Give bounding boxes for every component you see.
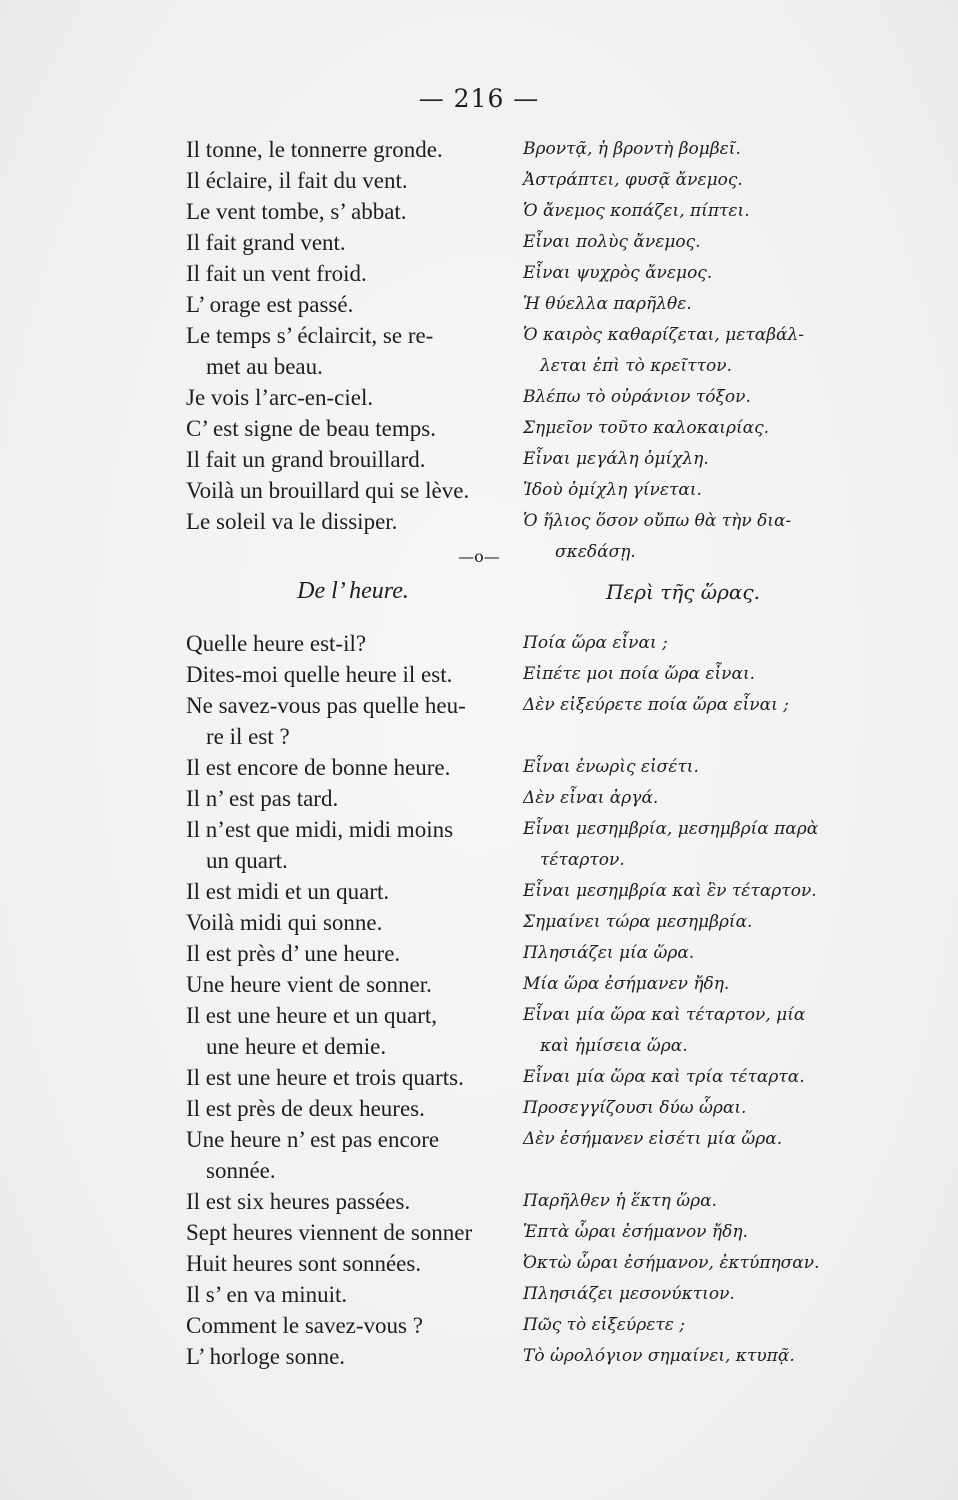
french-phrase: Je vois l’arc-en-ciel. [186,385,374,410]
greek-phrase: Ὁ καιρὸς καθαρίζεται, μεταβάλ- [523,325,805,345]
phrase-row [0,506,958,537]
greek-phrase: Πλησιάζει μεσονύκτιον. [523,1284,735,1304]
french-phrase: Il s’ en va minuit. [186,1282,348,1307]
greek-phrase: Εἶναι μεσημβρία καὶ ἓν τέταρτον. [523,881,817,901]
greek-phrase: Σημεῖον τοῦτο καλοκαιρίας. [523,418,770,438]
phrase-row [0,444,958,475]
phrase-row [0,227,958,258]
phrase-row [0,690,958,721]
greek-phrase: Πῶς τὸ εἰξεύρετε ; [523,1315,686,1335]
french-phrase: sonnée. [206,1158,276,1183]
greek-phrase: Σημαίνει τώρα μεσημβρία. [523,912,753,932]
greek-phrase: Τὸ ὡρολόγιον σημαίνει, κτυπᾷ. [523,1346,795,1366]
section-heading-greek: Περὶ τῆς ὥρας. [606,580,760,604]
phrase-row [0,1310,958,1341]
phrase-row [0,659,958,690]
phrase-row [0,721,958,752]
french-phrase: Il fait grand vent. [186,230,346,255]
phrase-row [0,1031,958,1062]
french-phrase: Il est une heure et trois quarts. [186,1065,464,1090]
greek-phrase: Προσεγγίζουσι δύω ὧραι. [523,1098,747,1118]
greek-phrase: Παρῆλθεν ἡ ἕκτη ὥρα. [523,1191,717,1211]
french-phrase: Il est près de deux heures. [186,1096,425,1121]
french-phrase: Le vent tombe, s’ abbat. [186,199,407,224]
french-phrase: Il éclaire, il fait du vent. [186,168,408,193]
phrase-row [0,814,958,845]
french-phrase: Le temps s’ éclaircit, se re- [186,323,434,348]
phrase-row [0,1186,958,1217]
phrase-row [0,1000,958,1031]
french-phrase: Sept heures viennent de sonner [186,1220,473,1245]
greek-phrase: Ἡ θύελλα παρῆλθε. [523,294,692,314]
greek-phrase: Βροντᾷ, ἡ βροντὴ βομβεῖ. [523,139,741,159]
phrase-row [0,1093,958,1124]
greek-phrase: Ποία ὥρα εἶναι ; [523,633,668,653]
phrase-row [0,1279,958,1310]
french-phrase: Une heure n’ est pas encore [186,1127,440,1152]
french-phrase: une heure et demie. [206,1034,387,1059]
phrase-row [0,1062,958,1093]
greek-phrase: σκεδάσῃ. [555,542,636,562]
phrase-row [0,134,958,165]
greek-phrase: Εἶναι μεσημβρία, μεσημβρία παρὰ [523,819,819,839]
page-number: — 216 — [418,84,540,113]
phrase-row [0,628,958,659]
french-phrase: Dites-moi quelle heure il est. [186,662,453,687]
phrase-row [0,475,958,506]
greek-phrase: Βλέπω τὸ οὐράνιον τόξον. [523,387,751,407]
greek-phrase: Εἶναι μία ὥρα καὶ τρία τέταρτα. [523,1067,805,1087]
greek-phrase: Πλησιάζει μία ὥρα. [523,943,695,963]
greek-phrase: Ὀκτὼ ὧραι ἐσήμανον, ἐκτύπησαν. [523,1253,820,1273]
french-phrase: L’ horloge sonne. [186,1344,346,1369]
greek-phrase: Δὲν ἐσήμανεν εἰσέτι μία ὥρα. [523,1129,783,1149]
greek-phrase: Ὁ ἥλιος ὅσον οὔπω θὰ τὴν δια- [523,511,792,531]
phrase-row [0,907,958,938]
phrase-row [0,1341,958,1372]
phrase-row [0,845,958,876]
greek-phrase: Εἶναι μία ὥρα καὶ τέταρτον, μία [523,1005,806,1025]
french-phrase: C’ est signe de beau temps. [186,416,436,441]
phrase-row [0,351,958,382]
french-phrase: Il est encore de bonne heure. [186,755,451,780]
french-phrase: Il est six heures passées. [186,1189,411,1214]
french-phrase: re il est ? [206,724,290,749]
french-phrase: Huit heures sont sonnées. [186,1251,422,1276]
french-phrase: un quart. [206,848,288,873]
french-phrase: L’ orage est passé. [186,292,354,317]
french-phrase: Il tonne, le tonnerre gronde. [186,137,443,162]
phrase-row [0,413,958,444]
section-separator: —o— [458,547,500,566]
hour-phrases [0,628,958,1372]
french-phrase: Voilà midi qui sonne. [186,910,383,935]
phrase-row [0,1124,958,1155]
greek-phrase: Εἶναι πολὺς ἄνεμος. [523,232,701,252]
greek-phrase: Ὁ ἄνεμος κοπάζει, πίπτει. [523,201,750,221]
french-phrase: Il n’ est pas tard. [186,786,339,811]
phrase-row [0,969,958,1000]
greek-phrase: Ἰδοὺ ὁμίχλη γίνεται. [523,480,702,500]
greek-phrase: Μία ὥρα ἐσήμανεν ἤδη. [523,974,730,994]
french-phrase: Comment le savez-vous ? [186,1313,423,1338]
greek-phrase: Ἑπτὰ ὧραι ἐσήμανον ἤδη. [523,1222,748,1242]
french-phrase: Il est midi et un quart. [186,879,390,904]
greek-phrase: Δὲν εἶναι ἀργά. [523,788,659,808]
french-phrase: Voilà un brouillard qui se lève. [186,478,470,503]
greek-phrase: Εἶναι ψυχρὸς ἄνεμος. [523,263,713,283]
french-phrase: Une heure vient de sonner. [186,972,432,997]
french-phrase: Il fait un vent froid. [186,261,367,286]
phrase-row [0,382,958,413]
phrase-row [0,196,958,227]
phrase-row [0,938,958,969]
weather-phrases [0,134,958,568]
section-heading-french: De l’ heure. [297,578,409,604]
french-phrase: Quelle heure est-il? [186,631,367,656]
french-phrase: Il est une heure et un quart, [186,1003,437,1028]
greek-phrase: καὶ ἡμίσεια ὥρα. [540,1036,688,1056]
phrase-row [0,258,958,289]
greek-phrase: Εἶναι μεγάλη ὁμίχλη. [523,449,709,469]
phrase-row [0,783,958,814]
greek-phrase: Ἀστράπτει, φυσᾷ ἄνεμος. [523,170,743,190]
phrase-row [0,1248,958,1279]
greek-phrase: Εἰπέτε μοι ποία ὥρα εἶναι. [523,664,756,684]
phrase-row [0,876,958,907]
french-phrase: Il n’est que midi, midi moins [186,817,454,842]
greek-phrase: Δὲν εἰξεύρετε ποία ὥρα εἶναι ; [523,695,789,715]
phrase-row [0,165,958,196]
phrase-row [0,752,958,783]
french-phrase: Ne savez-vous pas quelle heu- [186,693,466,718]
phrase-row [0,289,958,320]
french-phrase: met au beau. [206,354,323,379]
phrase-row [0,1155,958,1186]
french-phrase: Il fait un grand brouillard. [186,447,426,472]
phrase-row [0,1217,958,1248]
greek-phrase: τέταρτον. [540,850,625,870]
greek-phrase: λεται ἐπὶ τὸ κρεῖττον. [540,356,732,376]
french-phrase: Le soleil va le dissiper. [186,509,398,534]
phrase-row [0,320,958,351]
french-phrase: Il est près d’ une heure. [186,941,401,966]
greek-phrase: Εἶναι ἐνωρὶς εἰσέτι. [523,757,699,777]
